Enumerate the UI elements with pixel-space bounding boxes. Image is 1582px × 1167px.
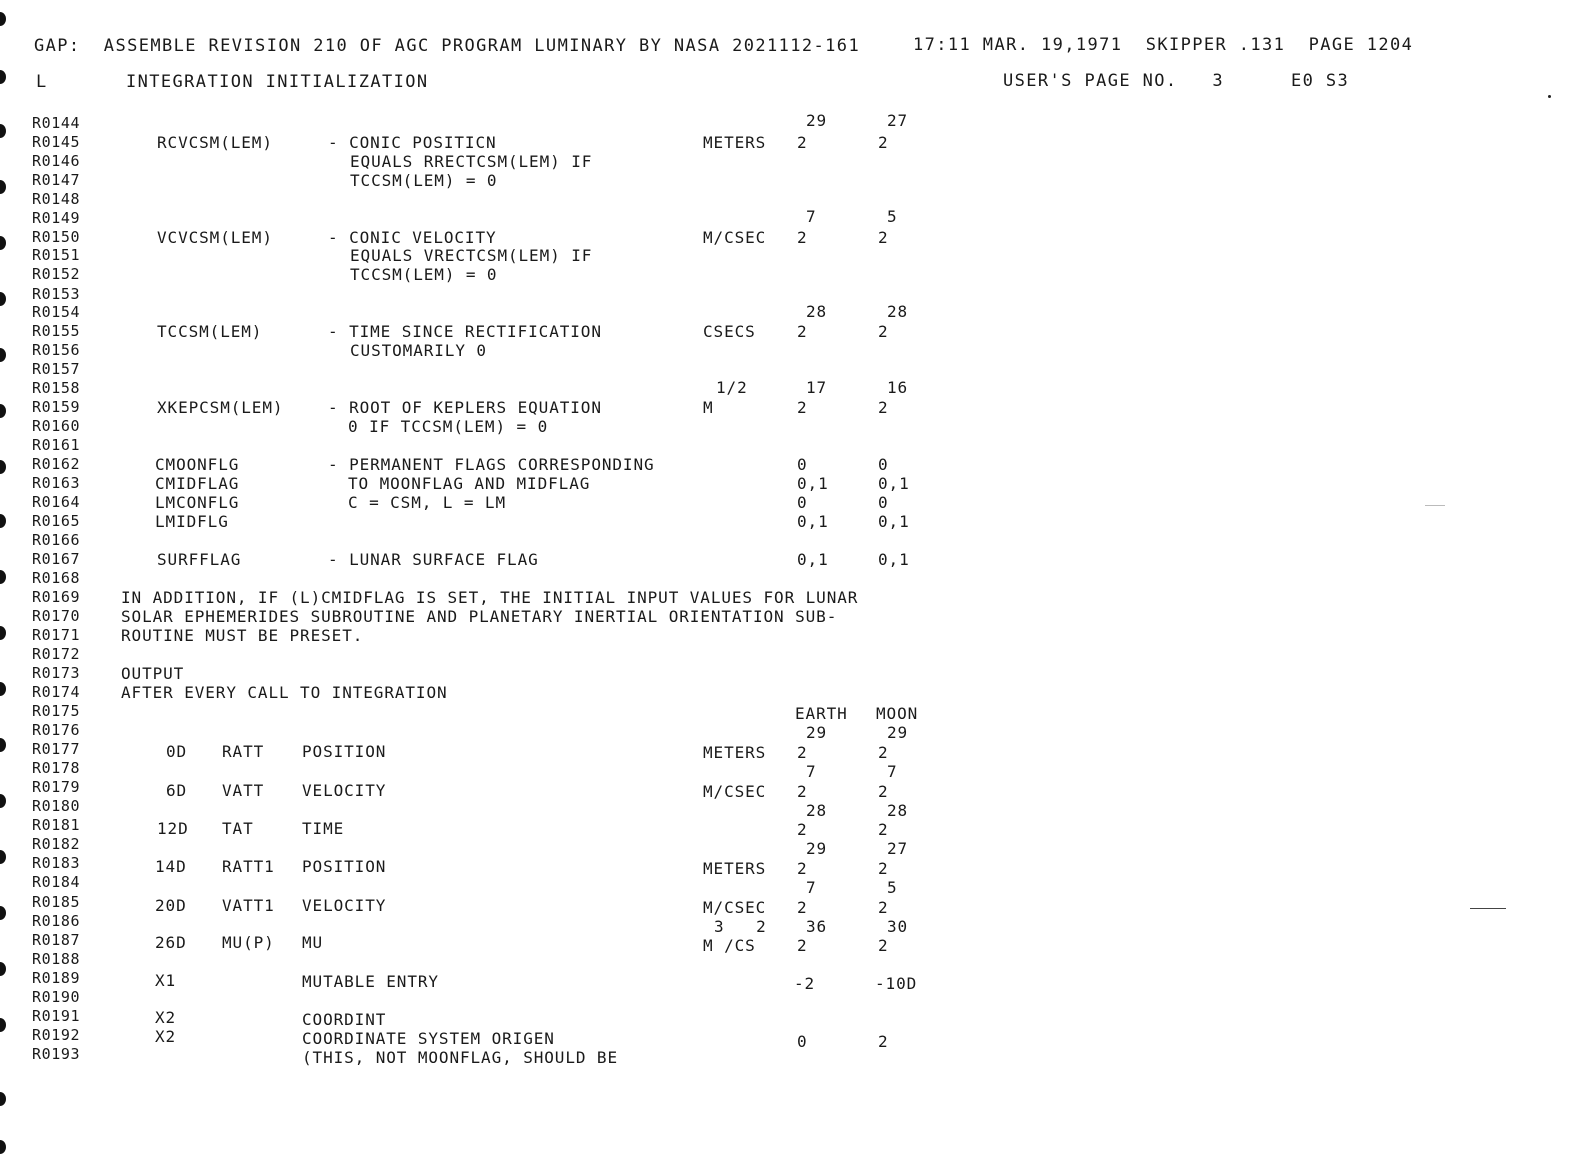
paragraph-line: ROUTINE MUST BE PRESET. xyxy=(121,626,364,645)
flag-name: CMOONFLG xyxy=(155,455,240,474)
exponent-earth: 7 xyxy=(806,762,817,781)
exponent-earth: 29 xyxy=(806,723,828,742)
punch-hole xyxy=(0,348,6,362)
output-description: COORDINT xyxy=(302,1010,387,1029)
line-number: R0191 xyxy=(32,1007,81,1025)
punch-hole xyxy=(0,70,6,84)
exponent-earth: 29 xyxy=(806,111,828,130)
line-number: R0148 xyxy=(32,190,81,208)
scale-earth: 2 xyxy=(797,782,808,801)
line-number: R0178 xyxy=(32,759,81,777)
flag-earth: 0 xyxy=(797,455,808,474)
flag-moon: 0,1 xyxy=(878,474,910,493)
exponent-earth: 28 xyxy=(806,302,828,321)
exponent-moon: 29 xyxy=(887,723,909,742)
page-code: E0 S3 xyxy=(1291,71,1350,91)
flag-name: CMIDFLAG xyxy=(155,474,240,493)
punch-hole xyxy=(0,794,6,808)
column-header-earth: EARTH xyxy=(795,704,848,723)
punch-hole xyxy=(0,570,6,584)
output-symbol: VATT xyxy=(222,781,265,800)
line-number: R0150 xyxy=(32,228,81,246)
output-unit: M /CS xyxy=(703,936,756,955)
line-number: R0154 xyxy=(32,303,81,321)
line-number: R0157 xyxy=(32,360,81,378)
output-symbol: MU(P) xyxy=(222,933,275,952)
flag-description: TO MOONFLAG AND MIDFLAG xyxy=(348,474,591,493)
line-number: R0149 xyxy=(32,209,81,227)
exponent-earth: 17 xyxy=(806,378,828,397)
scale-earth: 2 xyxy=(797,936,808,955)
variable-name: RCVCSM(LEM) xyxy=(157,133,273,152)
exponent-moon: 28 xyxy=(887,801,909,820)
line-number: R0163 xyxy=(32,474,81,492)
variable-name: XKEPCSM(LEM) xyxy=(157,398,284,417)
output-unit: METERS xyxy=(703,859,767,878)
scale-moon: 2 xyxy=(878,228,889,247)
output-unit: M/CSEC xyxy=(703,782,767,801)
punch-hole xyxy=(0,514,6,528)
scale-earth: 2 xyxy=(797,820,808,839)
line-number: R0173 xyxy=(32,664,81,682)
unit-exponent: 3 2 xyxy=(714,917,767,936)
variable-description: - CONIC POSITICN xyxy=(328,133,497,152)
section-title: INTEGRATION INITIALIZATION xyxy=(126,72,429,92)
scale-earth: 0 xyxy=(797,1032,808,1051)
listing-marker: L xyxy=(36,72,48,92)
line-number: R0182 xyxy=(32,835,81,853)
output-description: VELOCITY xyxy=(302,781,387,800)
line-number: R0167 xyxy=(32,550,81,568)
scale-earth: 2 xyxy=(797,398,808,417)
scale-moon: 2 xyxy=(878,322,889,341)
line-number: R0146 xyxy=(32,152,81,170)
punch-hole xyxy=(0,626,6,640)
flag-description: C = CSM, L = LM xyxy=(348,493,506,512)
line-number: R0188 xyxy=(32,950,81,968)
punch-hole xyxy=(0,292,6,306)
flag-moon: 0 xyxy=(878,493,889,512)
output-symbol: TAT xyxy=(222,819,254,838)
description-continuation: TCCSM(LEM) = 0 xyxy=(350,171,498,190)
output-description: COORDINATE SYSTEM ORIGEN xyxy=(302,1029,555,1048)
output-location: X2 xyxy=(155,1008,177,1027)
line-number: R0190 xyxy=(32,988,81,1006)
exponent-moon: 30 xyxy=(887,917,909,936)
variable-unit: M/CSEC xyxy=(703,228,767,247)
line-number: R0158 xyxy=(32,379,81,397)
exponent-moon: 5 xyxy=(887,207,898,226)
exponent-moon: 27 xyxy=(887,111,909,130)
output-location: 0D xyxy=(166,742,188,761)
scale-moon: 2 xyxy=(878,743,889,762)
punch-hole xyxy=(0,1140,6,1154)
scale-moon: 2 xyxy=(878,398,889,417)
output-description: TIME xyxy=(302,819,345,838)
flag-name: LMCONFLG xyxy=(155,493,240,512)
scale-moon: 2 xyxy=(878,898,889,917)
punch-hole xyxy=(0,738,6,752)
output-unit: M/CSEC xyxy=(703,898,767,917)
line-number: R0165 xyxy=(32,512,81,530)
paragraph-line: IN ADDITION, IF (L)CMIDFLAG IS SET, THE INITIAL INPUT VALUES FOR LUNAR xyxy=(121,588,859,607)
exponent-moon: 5 xyxy=(887,878,898,897)
paper-speck xyxy=(1548,95,1551,98)
output-description: MU xyxy=(302,933,324,952)
variable-description: - ROOT OF KEPLERS EQUATION xyxy=(328,398,602,417)
punch-hole xyxy=(0,180,6,194)
scale-earth: -2 xyxy=(794,974,816,993)
punch-hole xyxy=(0,1092,6,1106)
flag-earth: 0 xyxy=(797,493,808,512)
exponent-moon: 7 xyxy=(887,762,898,781)
variable-name: VCVCSM(LEM) xyxy=(157,228,273,247)
line-number: R0155 xyxy=(32,322,81,340)
paper-speck xyxy=(1425,505,1445,506)
line-number: R0162 xyxy=(32,455,81,473)
output-location: 12D xyxy=(157,819,189,838)
line-number: R0166 xyxy=(32,531,81,549)
line-number: R0147 xyxy=(32,171,81,189)
variable-description: - CONIC VELOCITY xyxy=(328,228,497,247)
output-location: X2 xyxy=(155,1027,177,1046)
line-number: R0175 xyxy=(32,702,81,720)
line-number: R0192 xyxy=(32,1026,81,1044)
output-unit: METERS xyxy=(703,743,767,762)
punch-hole xyxy=(0,962,6,976)
output-description: MUTABLE ENTRY xyxy=(302,972,439,991)
output-location: 14D xyxy=(155,857,187,876)
output-subheading: AFTER EVERY CALL TO INTEGRATION xyxy=(121,683,448,702)
scale-moon: 2 xyxy=(878,133,889,152)
flag-earth: 0,1 xyxy=(797,550,829,569)
line-number: R0153 xyxy=(32,285,81,303)
variable-unit: METERS xyxy=(703,133,767,152)
line-number: R0183 xyxy=(32,854,81,872)
scale-moon: 2 xyxy=(878,859,889,878)
output-location: 6D xyxy=(166,781,188,800)
line-number: R0151 xyxy=(32,246,81,264)
variable-unit: M xyxy=(703,398,714,417)
exponent-moon: 27 xyxy=(887,839,909,858)
output-location: 26D xyxy=(155,933,187,952)
variable-description: - TIME SINCE RECTIFICATION xyxy=(328,322,602,341)
line-number: R0180 xyxy=(32,797,81,815)
flag-description: - PERMANENT FLAGS CORRESPONDING xyxy=(328,455,655,474)
punch-hole xyxy=(0,404,6,418)
output-description: POSITION xyxy=(302,857,387,876)
scale-moon: -10D xyxy=(875,974,918,993)
description-continuation: CUSTOMARILY 0 xyxy=(350,341,487,360)
line-number: R0160 xyxy=(32,417,81,435)
exponent-earth: 7 xyxy=(806,878,817,897)
output-location: X1 xyxy=(155,971,177,990)
output-symbol: VATT1 xyxy=(222,896,275,915)
output-symbol: RATT1 xyxy=(222,857,275,876)
line-number: R0184 xyxy=(32,873,81,891)
output-last-line: (THIS, NOT MOONFLAG, SHOULD BE xyxy=(302,1048,618,1067)
exponent-earth: 28 xyxy=(806,801,828,820)
paper-speck xyxy=(1470,908,1506,909)
line-number: R0186 xyxy=(32,912,81,930)
scale-earth: 2 xyxy=(797,133,808,152)
line-number: R0189 xyxy=(32,969,81,987)
flag-name: LMIDFLG xyxy=(155,512,229,531)
line-number: R0144 xyxy=(32,114,81,132)
line-number: R0177 xyxy=(32,740,81,758)
exponent-earth: 36 xyxy=(806,917,828,936)
exponent-earth: 7 xyxy=(806,207,817,226)
description-continuation: 0 IF TCCSM(LEM) = 0 xyxy=(348,417,549,436)
flag-earth: 0,1 xyxy=(797,512,829,531)
description-continuation: EQUALS VRECTCSM(LEM) IF xyxy=(350,246,593,265)
line-number: R0170 xyxy=(32,607,81,625)
description-continuation: EQUALS RRECTCSM(LEM) IF xyxy=(350,152,593,171)
line-number: R0159 xyxy=(32,398,81,416)
line-number: R0169 xyxy=(32,588,81,606)
scale-earth: 2 xyxy=(797,228,808,247)
line-number: R0179 xyxy=(32,778,81,796)
scale-moon: 2 xyxy=(878,936,889,955)
scale-earth: 2 xyxy=(797,859,808,878)
scale-moon: 2 xyxy=(878,1032,889,1051)
line-number: R0185 xyxy=(32,893,81,911)
assembly-timestamp-page: 17:11 MAR. 19,1971 SKIPPER .131 PAGE 1204 xyxy=(913,35,1414,55)
output-heading: OUTPUT xyxy=(121,664,185,683)
flag-earth: 0,1 xyxy=(797,474,829,493)
punch-hole xyxy=(0,460,6,474)
line-number: R0168 xyxy=(32,569,81,587)
line-number: R0181 xyxy=(32,816,81,834)
flag-description: - LUNAR SURFACE FLAG xyxy=(328,550,539,569)
scale-earth: 2 xyxy=(797,898,808,917)
punch-hole xyxy=(0,850,6,864)
line-number: R0161 xyxy=(32,436,81,454)
scale-moon: 2 xyxy=(878,782,889,801)
line-number: R0174 xyxy=(32,683,81,701)
line-number: R0176 xyxy=(32,721,81,739)
paragraph-line: SOLAR EPHEMERIDES SUBROUTINE AND PLANETARY INERTIAL ORIENTATION SUB- xyxy=(121,607,838,626)
output-symbol: RATT xyxy=(222,742,265,761)
punch-hole xyxy=(0,1018,6,1032)
line-number: R0172 xyxy=(32,645,81,663)
punch-hole xyxy=(0,12,6,26)
flag-moon: 0,1 xyxy=(878,550,910,569)
output-description: VELOCITY xyxy=(302,896,387,915)
assembly-header: GAP: ASSEMBLE REVISION 210 OF AGC PROGRAM LUMINARY BY NASA 2021112-161 xyxy=(34,36,861,56)
line-number: R0193 xyxy=(32,1045,81,1063)
description-continuation: TCCSM(LEM) = 0 xyxy=(350,265,498,284)
line-number: R0152 xyxy=(32,265,81,283)
scale-moon: 2 xyxy=(878,820,889,839)
scale-earth: 2 xyxy=(797,322,808,341)
output-description: POSITION xyxy=(302,742,387,761)
line-number: R0171 xyxy=(32,626,81,644)
variable-name: TCCSM(LEM) xyxy=(157,322,263,341)
exponent-moon: 16 xyxy=(887,378,909,397)
column-header-moon: MOON xyxy=(876,704,919,723)
variable-unit: CSECS xyxy=(703,322,756,341)
flag-moon: 0 xyxy=(878,455,889,474)
flag-moon: 0,1 xyxy=(878,512,910,531)
line-number: R0164 xyxy=(32,493,81,511)
flag-name: SURFFLAG xyxy=(157,550,242,569)
punch-hole xyxy=(0,682,6,696)
punch-hole xyxy=(0,236,6,250)
unit-exponent: 1/2 xyxy=(716,378,748,397)
scale-earth: 2 xyxy=(797,743,808,762)
punch-hole xyxy=(0,124,6,138)
line-number: R0156 xyxy=(32,341,81,359)
users-page-number: USER'S PAGE NO. 3 xyxy=(1003,71,1225,91)
exponent-earth: 29 xyxy=(806,839,828,858)
output-location: 20D xyxy=(155,896,187,915)
exponent-moon: 28 xyxy=(887,302,909,321)
line-number: R0145 xyxy=(32,133,81,151)
line-number: R0187 xyxy=(32,931,81,949)
punch-hole xyxy=(0,906,6,920)
